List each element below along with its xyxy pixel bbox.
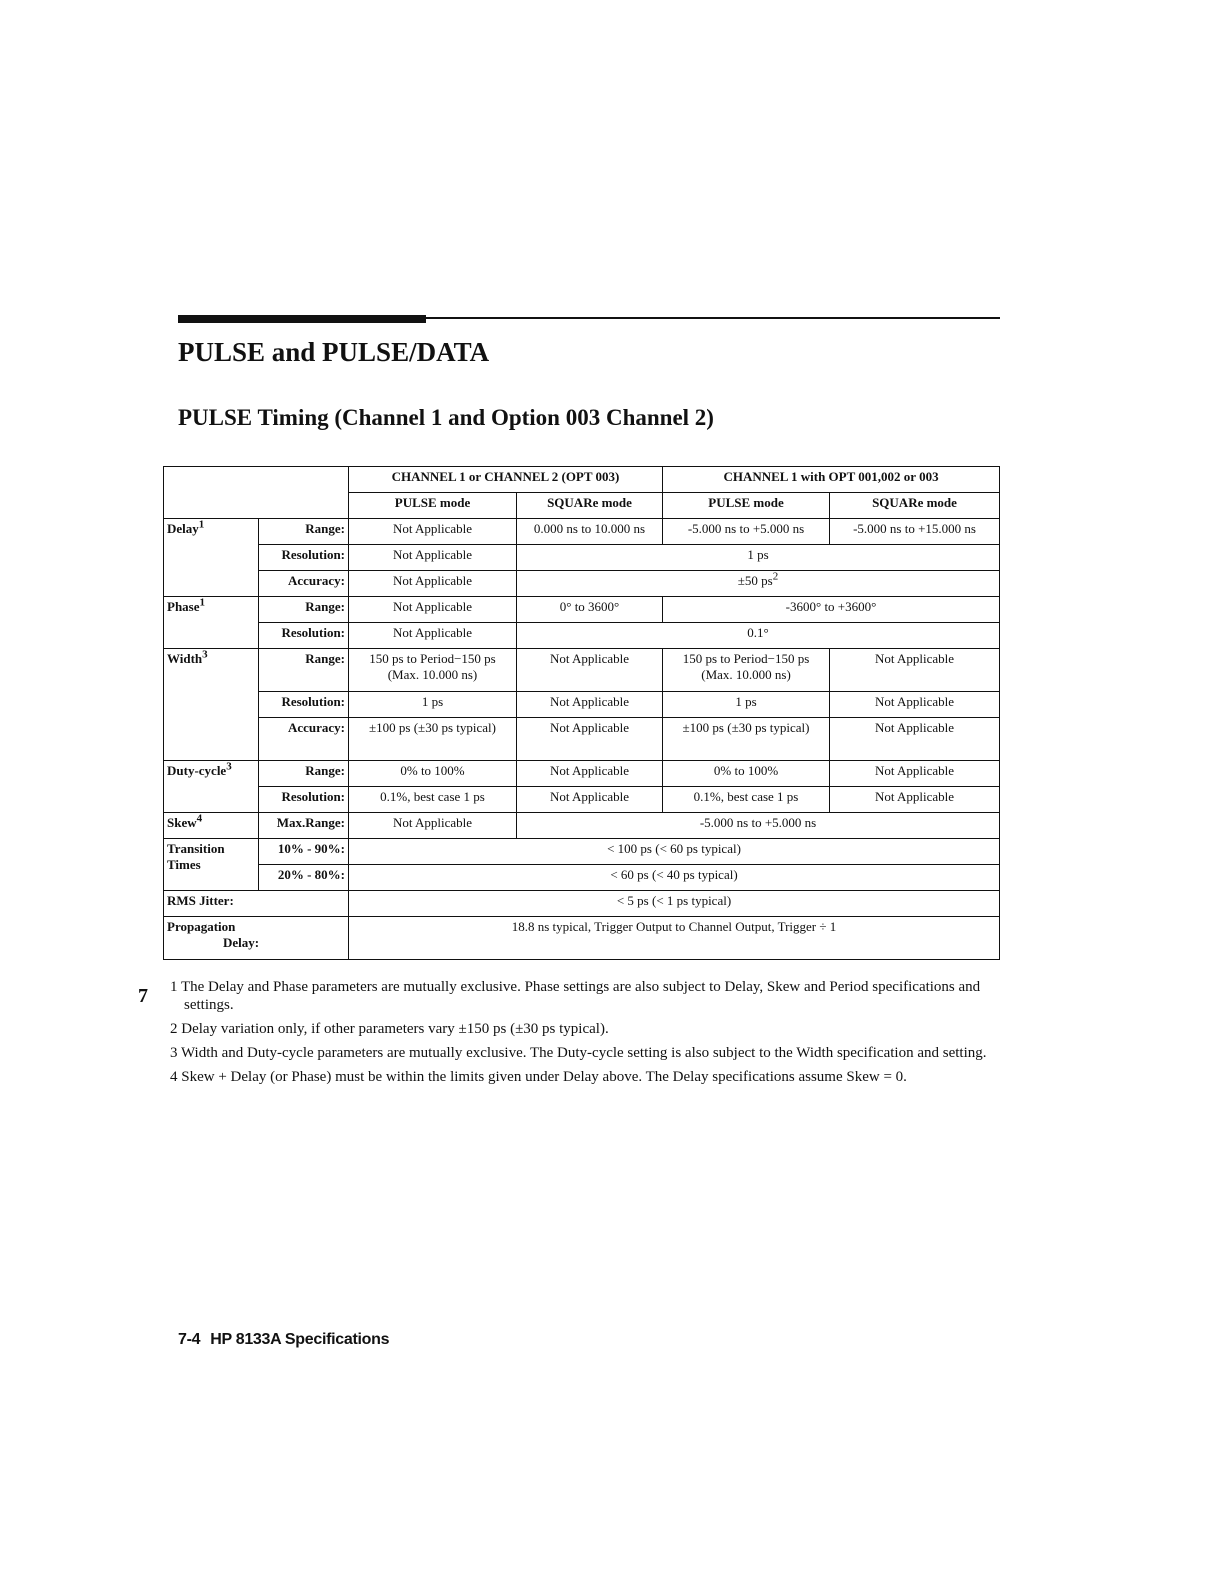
cell-value: < 5 ps (< 1 ps typical) [349,891,1000,917]
cell-value: Not Applicable [349,519,517,545]
table-row [164,865,1000,891]
table-row [164,545,1000,571]
cell-value: 150 ps to Period−150 ps (Max. 10.000 ns) [663,649,830,692]
header-empty-cell [164,467,349,519]
table-row [164,623,1000,649]
cell-value: < 100 ps (< 60 ps typical) [349,839,1000,865]
cell-value: < 60 ps (< 40 ps typical) [349,865,1000,891]
table-row [164,571,1000,597]
table-row [164,718,1000,761]
cell-value: ±100 ps (±30 ps typical) [663,718,830,761]
header-square-mode: SQUARe mode [830,493,1000,519]
footer-text: HP 8133A Specifications [210,1331,390,1348]
cell-value: Not Applicable [517,649,663,692]
cell-value: ±50 $ps^2$ [517,571,1000,597]
cell-value: Not Applicable [349,571,517,597]
cell-value: 0.000 ns to 10.000 ns [517,519,663,545]
header-pulse-mode: PULSE mode [349,493,517,519]
cell-value: Not Applicable [517,692,663,718]
cell-value: Not Applicable [830,787,1000,813]
cell-value: 150 ps to Period−150 ps (Max. 10.000 ns) [349,649,517,692]
sub-label-resolution: Resolution: [259,545,349,571]
table-row [164,692,1000,718]
table-row [164,839,1000,865]
sub-label-range: Range: [259,649,349,692]
param-skew: Skew$^4$ [164,813,259,839]
pulse-timing-table [163,466,1000,960]
table-row [164,649,1000,692]
cell-value: 0% to 100% [663,761,830,787]
section-subtitle: PULSE Timing (Channel 1 and Option 003 Channel 2) [178,405,714,430]
header-rule-bar [178,315,426,323]
param-phase: Phase$^1$ [164,597,259,649]
sub-label-resolution: Resolution: [259,623,349,649]
cell-value: Not Applicable [830,718,1000,761]
table-row [164,519,1000,545]
table-row [164,891,1000,917]
sub-label-range: Range: [259,519,349,545]
header-square-mode: SQUARe mode [517,493,663,519]
header-group-channel1-or-2: CHANNEL 1 or CHANNEL 2 (OPT 003) [349,467,663,493]
table-header-row [164,467,1000,493]
cell-value: Not Applicable [349,545,517,571]
header-pulse-mode: PULSE mode [663,493,830,519]
cell-value: 0.1° [517,623,1000,649]
sub-label-resolution: Resolution: [259,787,349,813]
header-group-channel1-opt: CHANNEL 1 with OPT 001,002 or 003 [663,467,1000,493]
sub-label-max-range: Max.Range: [259,813,349,839]
footnote: 1 The Delay and Phase parameters are mutually exclusive. Phase settings are also subject to Delay, Skew and Period specifications and settings. [170,979,981,1013]
cell-value: Not Applicable [517,787,663,813]
cell-value: Not Applicable [517,718,663,761]
cell-value: 1 ps [349,692,517,718]
param-duty-cycle: Duty-cycle$^3$ [164,761,259,813]
cell-value: -5.000 ns to +5.000 ns [517,813,1000,839]
cell-value: 1 ps [517,545,1000,571]
cell-value: Not Applicable [830,761,1000,787]
table-row [164,917,1000,960]
cell-value: 0° to 3600° [517,597,663,623]
param-rms-jitter: RMS Jitter: [164,891,349,917]
footnote: 3 Width and Duty-cycle parameters are mutually exclusive. The Duty-cycle setting is also subject to the Width specification and setting. [170,1045,987,1061]
cell-value: Not Applicable [517,761,663,787]
param-width: Width$^3$ [164,649,259,761]
table-row [164,813,1000,839]
cell-value: 1 ps [663,692,830,718]
param-delay: Delay$^1$ [164,519,259,597]
sub-label-range: Range: [259,761,349,787]
footnotes [170,978,1000,1092]
cell-value: Not Applicable [830,692,1000,718]
page-footer [178,1331,389,1349]
page-number: 7-4 [178,1331,201,1348]
cell-value: 0.1%, best case 1 ps [349,787,517,813]
section-title: PULSE and PULSE/DATA [178,337,490,367]
cell-value: -5.000 ns to +15.000 ns [830,519,1000,545]
cell-value: 18.8 ns typical, Trigger Output to Channel Output, Trigger ÷ 1 [349,917,1000,960]
cell-value: Not Applicable [349,813,517,839]
param-transition-times: Transition Times [164,839,259,891]
sub-label-10-90: 10% - 90%: [259,839,349,865]
chapter-tab: 7 [138,985,148,1007]
footnote: 2 Delay variation only, if other parameters vary ±150 ps (±30 ps typical). [170,1021,609,1037]
sub-label-accuracy: Accuracy: [259,571,349,597]
table-row [164,597,1000,623]
param-propagation-delay: Propagation Delay: [164,917,349,960]
table-row [164,761,1000,787]
cell-value: Not Applicable [349,623,517,649]
sub-label-range: Range: [259,597,349,623]
sub-label-accuracy: Accuracy: [259,718,349,761]
cell-value: 0% to 100% [349,761,517,787]
cell-value: ±100 ps (±30 ps typical) [349,718,517,761]
sub-label-20-80: 20% - 80%: [259,865,349,891]
footnote: 4 Skew + Delay (or Phase) must be within the limits given under Delay above. The Delay specifications assume Skew = 0. [170,1069,907,1085]
cell-value: -3600° to +3600° [663,597,1000,623]
sub-label-resolution: Resolution: [259,692,349,718]
cell-value: Not Applicable [830,649,1000,692]
cell-value: 0.1%, best case 1 ps [663,787,830,813]
cell-value: Not Applicable [349,597,517,623]
cell-value: -5.000 ns to +5.000 ns [663,519,830,545]
table-row [164,787,1000,813]
